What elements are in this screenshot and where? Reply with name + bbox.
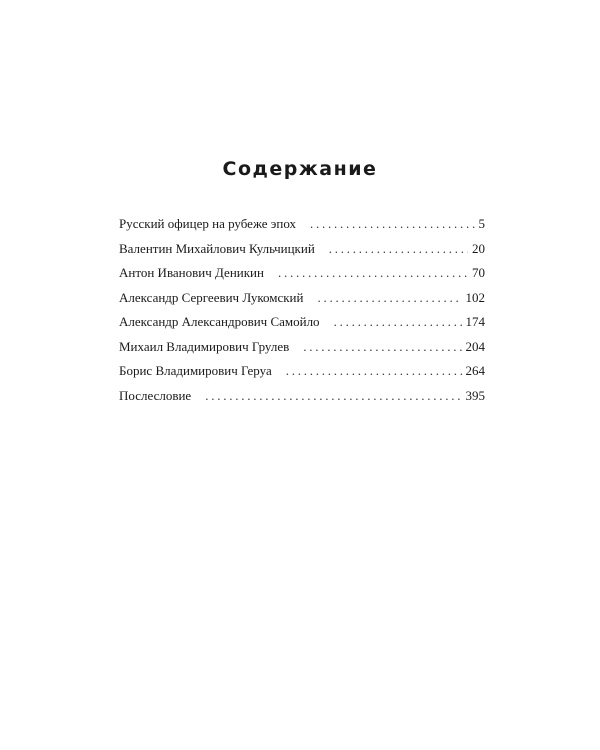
dot-leader [278,265,468,281]
toc-entry [119,314,485,339]
dot-leader [317,290,461,306]
toc-entry [119,290,485,315]
toc-page-number: 70 [472,265,485,280]
toc-entry [119,363,485,388]
table-of-contents [119,216,485,412]
dot-leader [329,241,468,257]
toc-entry-title: Русский офицер на рубеже эпох [119,216,296,231]
toc-entry [119,339,485,364]
toc-entry [119,241,485,266]
toc-entry-title: Александр Сергеевич Лукомский [119,289,304,305]
toc-page-number: 264 [465,363,485,378]
toc-page-number: 20 [472,240,485,256]
toc-page-number: 395 [465,387,485,403]
toc-entry-title: Александр Александрович Самойло [119,314,320,329]
dot-leader [205,388,461,404]
dot-leader [334,314,462,330]
toc-entry-title: Михаил Владимирович Грулев [119,338,290,354]
dot-leader [303,339,461,355]
toc-page-number: 204 [465,338,485,354]
toc-page-number: 5 [478,216,485,231]
toc-entry-title: Валентин Михайлович Кульчицкий [119,240,315,256]
toc-entry-title: Антон Иванович Деникин [119,265,264,280]
toc-entry-title: Борис Владимирович Геруа [119,363,272,378]
toc-entry [119,388,485,413]
toc-entry-title: Послесловие [119,387,192,403]
page-title: Содержание [222,158,378,180]
toc-entry [119,216,485,241]
toc-page-number: 102 [465,289,485,305]
toc-page-number: 174 [465,314,485,329]
dot-leader [286,363,462,379]
dot-leader [310,216,475,232]
toc-entry [119,265,485,290]
